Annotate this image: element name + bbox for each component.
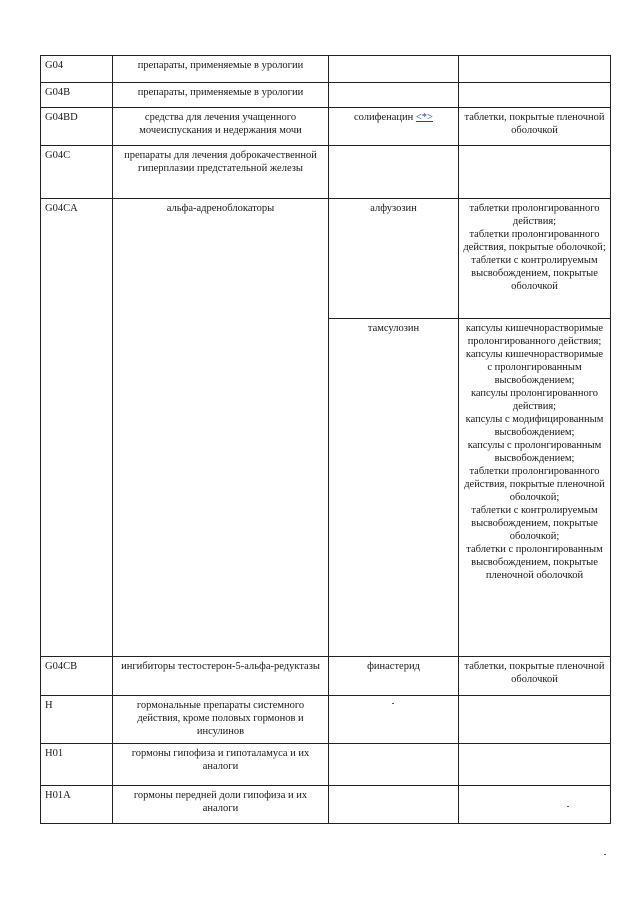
inn-cell: [329, 786, 459, 824]
atc-group: препараты, применяемые в урологии: [113, 83, 329, 108]
drug-table: [40, 55, 611, 824]
inn-cell: финастерид: [329, 657, 459, 696]
table-row: [41, 83, 611, 108]
dosage-form-cell: [459, 83, 611, 108]
inn-cell: алфузозин: [329, 199, 459, 319]
atc-group: гормоны передней доли гипофиза и их аналоги: [113, 786, 329, 824]
table-row: [41, 696, 611, 744]
atc-code: H: [41, 696, 113, 744]
inn-cell: [329, 146, 459, 199]
scan-speck: [567, 806, 569, 807]
atc-group: препараты, применяемые в урологии: [113, 56, 329, 83]
dosage-form: капсулы с пролонгированным высвобождением;: [467, 440, 602, 464]
dosage-form: капсулы кишечнорастворимые с пролонгированным высвобождением;: [465, 349, 604, 386]
dosage-form-cell: [459, 108, 611, 146]
dosage-form-cell: [459, 657, 611, 696]
table-row: [41, 56, 611, 83]
atc-code: G04: [41, 56, 113, 83]
dosage-form-cell: [459, 744, 611, 786]
atc-code: H01A: [41, 786, 113, 824]
atc-code: G04C: [41, 146, 113, 199]
dosage-form: таблетки пролонгированного действия;: [469, 203, 600, 227]
table-row: [41, 786, 611, 824]
dosage-form-cell: [459, 319, 611, 657]
dosage-form: таблетки с контролируемым высвобождением, покрытые оболочкой: [471, 255, 598, 292]
dosage-form-cell: [459, 786, 611, 824]
atc-code: G04CB: [41, 657, 113, 696]
dosage-form: капсулы кишечнорастворимые пролонгированного действия;: [465, 323, 604, 347]
dosage-form: капсулы с модифицированным высвобождением;: [465, 414, 604, 438]
inn-cell: [329, 744, 459, 786]
dosage-form-cell: [459, 199, 611, 319]
dosage-form: таблетки, покрытые пленочной оболочкой: [464, 661, 605, 685]
footnote-link[interactable]: <*>: [415, 112, 433, 123]
dosage-form: таблетки пролонгированного действия, покрытые оболочкой;: [463, 229, 606, 253]
inn-cell: [329, 56, 459, 83]
atc-code: H01: [41, 744, 113, 786]
table-row: [41, 108, 611, 146]
atc-group: гормональные препараты системного действия, кроме половых гормонов и инсулинов: [113, 696, 329, 744]
inn-cell: [329, 108, 459, 146]
atc-code: G04CA: [41, 199, 113, 657]
atc-group: препараты для лечения доброкачественной гиперплазии предстательной железы: [113, 146, 329, 199]
scan-speck: [604, 854, 606, 855]
table-row: [41, 146, 611, 199]
dosage-form-cell: [459, 696, 611, 744]
dosage-form: таблетки с пролонгированным высвобождением, покрытые пленочной оболочкой: [466, 544, 603, 581]
dosage-form: капсулы пролонгированного действия;: [470, 388, 599, 412]
dosage-form-cell: [459, 146, 611, 199]
table-row: [41, 199, 611, 319]
scan-speck: [392, 703, 394, 704]
inn-name: солифенацин: [354, 112, 414, 123]
inn-cell: тамсулозин: [329, 319, 459, 657]
inn-cell: [329, 83, 459, 108]
dosage-form: таблетки пролонгированного действия, покрытые пленочной оболочкой;: [464, 466, 605, 503]
atc-group: ингибиторы тестостерон-5-альфа-редуктазы: [113, 657, 329, 696]
atc-code: G04B: [41, 83, 113, 108]
atc-code: G04BD: [41, 108, 113, 146]
table-row: [41, 657, 611, 696]
dosage-form: таблетки с контролируемым высвобождением, покрытые оболочкой;: [471, 505, 598, 542]
dosage-form: таблетки, покрытые пленочной оболочкой: [464, 112, 605, 136]
atc-group: средства для лечения учащенного мочеиспускания и недержания мочи: [113, 108, 329, 146]
atc-group: альфа-адреноблокаторы: [113, 199, 329, 657]
atc-group: гормоны гипофиза и гипоталамуса и их аналоги: [113, 744, 329, 786]
dosage-form-cell: [459, 56, 611, 83]
table-row: [41, 744, 611, 786]
